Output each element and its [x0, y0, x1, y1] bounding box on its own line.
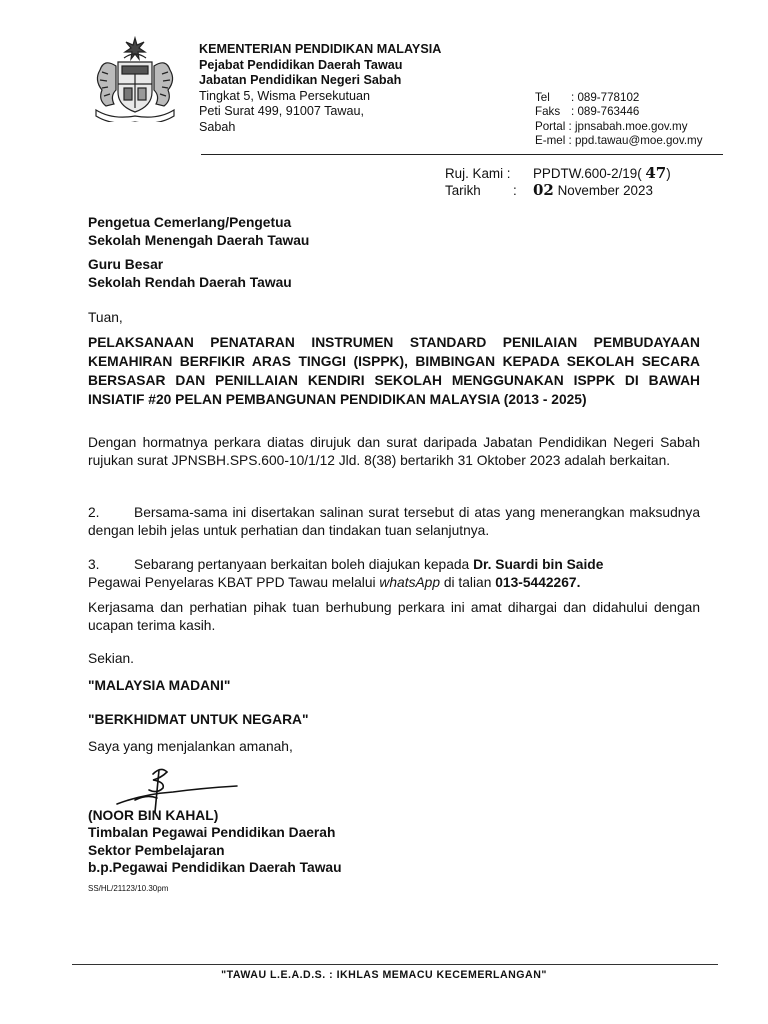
- contact-block: [535, 91, 703, 149]
- recipient-1-line-1: Pengetua Cemerlang/Pengetua: [88, 215, 292, 230]
- recipient-1-line-2: Sekolah Menengah Daerah Tawau: [88, 233, 310, 249]
- office-name: Pejabat Pendidikan Daerah Tawau: [199, 57, 403, 72]
- whatsapp-text: whatsApp: [379, 575, 441, 591]
- recipient-2: [88, 256, 700, 293]
- address-line-3: Sabah: [199, 119, 236, 134]
- signatory-title-2: Sektor Pembelajaran: [88, 842, 225, 858]
- paragraph-2-text: Bersama-sama ini disertakan salinan surat tersebut di atas yang menerangkan maksudnya dengan lebih jelas untuk perhatian dan tindakan tuan selanjutnya.: [88, 505, 700, 539]
- slogan-malaysia-madani: "MALAYSIA MADANI": [88, 678, 231, 693]
- contact-person-name: Dr. Suardi bin Saide: [473, 557, 604, 572]
- paragraph-1: Dengan hormatnya perkara diatas dirujuk dan surat daripada Jabatan Pendidikan Negeri Sabah rujukan surat JPNSBH.SPS.600-10/1/12 Jld. 8(38) bertarikh 31 Oktober 2023 adalah berkaitan.: [88, 435, 700, 469]
- faks-label: Faks: [535, 105, 561, 119]
- reference-block: [445, 165, 671, 199]
- ruj-handwritten-number: 47: [645, 164, 667, 182]
- address-line-2: Peti Surat 499, 91007 Tawau,: [199, 104, 365, 119]
- tarikh-separator: :: [513, 183, 517, 198]
- paragraph-3: [88, 556, 700, 593]
- tarikh-month-year: November 2023: [557, 183, 653, 198]
- ruj-value: PPDTW.600-2/19(: [533, 166, 646, 181]
- tel-label: Tel: [535, 91, 550, 104]
- organization-header: [199, 42, 441, 136]
- header-divider: [201, 154, 723, 155]
- recipient-1: [88, 214, 700, 251]
- address-line-1: Tingkat 5, Wisma Persekutuan: [199, 88, 371, 103]
- coat-of-arms-logo: [82, 36, 188, 122]
- ministry-name: KEMENTERIAN PENDIDIKAN MALAYSIA: [199, 42, 442, 56]
- paragraph-2-number: 2.: [88, 505, 100, 520]
- ruj-label: Ruj. Kami :: [445, 166, 511, 181]
- email-row: E-mel : ppd.tawau@moe.gov.my: [535, 134, 703, 148]
- paragraph-2: [88, 504, 700, 541]
- ruj-row: [445, 165, 671, 182]
- slogan-berkhidmat: "BERKHIDMAT UNTUK NEGARA": [88, 712, 309, 727]
- paragraph-3-text-a: Sebarang pertanyaan berkaitan boleh diajukan kepada: [134, 557, 474, 572]
- footer-divider: [72, 964, 718, 965]
- tel-value: : 089-778102: [571, 91, 640, 104]
- faks-value: : 089-763446: [571, 105, 640, 119]
- paragraph-4: Kerjasama dan perhatian pihak tuan berhubung perkara ini amat dihargai dan didahului dengan ucapan terima kasih.: [88, 600, 700, 634]
- closing-amanah: Saya yang menjalankan amanah,: [88, 739, 293, 754]
- signatory-name: (NOOR BIN KAHAL): [88, 808, 219, 823]
- closing-sekian: Sekian.: [88, 651, 135, 666]
- contact-phone: 013-5442267.: [495, 575, 581, 591]
- ruj-close: ): [666, 166, 671, 181]
- tel-row: [535, 91, 703, 105]
- recipient-2-line-2: Sekolah Rendah Daerah Tawau: [88, 275, 292, 291]
- salutation: Tuan,: [88, 310, 123, 325]
- signatory-block: [88, 807, 700, 877]
- paragraph-3-text-b: Pegawai Penyelaras KBAT PPD Tawau melalui: [88, 575, 380, 591]
- tarikh-label: Tarikh: [445, 183, 481, 198]
- recipient-2-line-1: Guru Besar: [88, 257, 164, 272]
- department-name: Jabatan Pendidikan Negeri Sabah: [199, 73, 402, 88]
- tarikh-row: [445, 182, 671, 199]
- tarikh-handwritten-day: 02: [533, 181, 554, 199]
- faks-row: [535, 105, 703, 119]
- signatory-title-1: Timbalan Pegawai Pendidikan Daerah: [88, 825, 336, 841]
- paragraph-3-text-c: di talian: [440, 575, 496, 591]
- paragraph-3-number: 3.: [88, 557, 100, 572]
- reference-footnote: SS/HL/21123/10.30pm: [88, 884, 169, 893]
- signatory-title-3: b.p.Pegawai Pendidikan Daerah Tawau: [88, 860, 342, 876]
- portal-row: Portal : jpnsabah.moe.gov.my: [535, 119, 688, 133]
- letter-subject: PELAKSANAAN PENATARAN INSTRUMEN STANDARD PENILAIAN PEMBUDAYAAN KEMAHIRAN BERFIKIR ARAS TINGGI (ISPPK), BIMBINGAN KEPADA SEKOLAH SECARA BERSASAR DAN PENILLAIAN KENDIRI SEKOLAH MENGGUNAKAN ISPPK DI BAWAH INSIATIF #20 PELAN PEMBANGUNAN PENDIDIKAN MALAYSIA (2013 - 2025): [88, 335, 700, 407]
- footer-motto: "TAWAU L.E.A.D.S. : IKHLAS MEMACU KECEMERLANGAN": [221, 969, 547, 981]
